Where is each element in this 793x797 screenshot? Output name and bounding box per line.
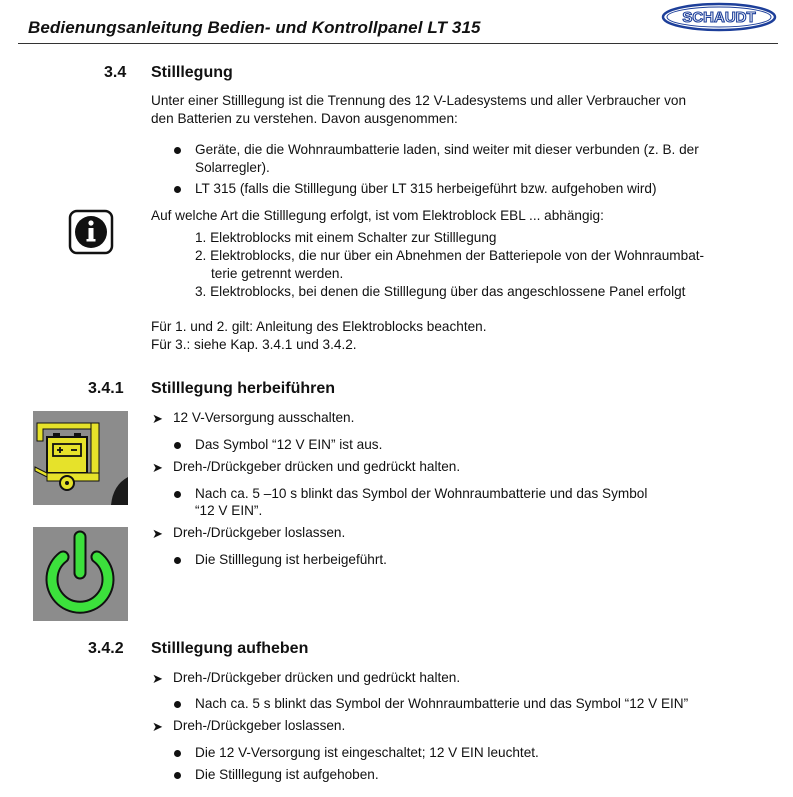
step-text: Dreh-/Drückgeber loslassen. [173,718,346,733]
result-text: Nach ca. 5 s blinkt das Symbol der Wohnraumbatterie und das Symbol “12 V EIN” [195,696,689,711]
step-text: Dreh-/Drückgeber drücken und gedrückt halten. [173,459,461,474]
result-text: Die Stilllegung ist aufgehoben. [195,767,379,782]
section-number: 3.4.1 [88,380,124,397]
bullet-icon [174,147,181,154]
header-divider [18,43,778,44]
info-text: Auf welche Art die Stilllegung erfolgt, ist vom Elektroblock EBL ... abhängig: [151,208,604,223]
step-text: Dreh-/Drückgeber drücken und gedrückt halten. [173,670,461,685]
section-title: Stilllegung [151,64,233,81]
bullet-icon [174,701,181,708]
bullet-icon [174,750,181,757]
step-text: Dreh-/Drückgeber loslassen. [173,525,346,540]
section-title: Stilllegung herbeiführen [151,380,336,397]
result-text: Die Stilllegung ist herbeigeführt. [195,552,387,567]
paragraph-line: den Batterien zu verstehen. Davon ausgenommen: [151,111,458,126]
result-text: “12 V EIN”. [195,503,263,518]
arrow-right-icon: ➤ [152,526,163,541]
section-number: 3.4 [104,64,127,81]
note-line: Für 1. und 2. gilt: Anleitung des Elektroblocks beachten. [151,319,487,334]
bullet-icon [174,491,181,498]
document-title: Bedienungsanleitung Bedien- und Kontrollpanel LT 315 [28,18,481,37]
power-icon [33,527,128,621]
arrow-right-icon: ➤ [152,671,163,686]
paragraph-line: Unter einer Stilllegung ist die Trennung des 12 V-Ladesystems und aller Verbraucher von [151,93,687,108]
bullet-icon [174,442,181,449]
info-icon [68,209,114,255]
bullet-text: LT 315 (falls die Stilllegung über LT 315 herbeigeführt bzw. aufgehoben wird) [195,181,657,196]
arrow-right-icon: ➤ [152,411,163,426]
step-text: 12 V-Versorgung ausschalten. [173,410,355,425]
section-number: 3.4.2 [88,640,124,657]
schaudt-logo [661,2,777,32]
bullet-icon [174,186,181,193]
bullet-text: Geräte, die die Wohnraumbatterie laden, sind weiter mit dieser verbunden (z. B. der [195,142,699,157]
section-title: Stilllegung aufheben [151,640,309,657]
list-item: 2. Elektroblocks, die nur über ein Abnehmen der Batteriepole von der Wohnraumbat- [195,248,705,263]
logo-text: SCHAUDT [682,9,756,26]
arrow-right-icon: ➤ [152,719,163,734]
arrow-right-icon: ➤ [152,460,163,475]
result-text: Nach ca. 5 –10 s blinkt das Symbol der Wohnraumbatterie und das Symbol [195,486,648,501]
note-line: Für 3.: siehe Kap. 3.4.1 und 3.4.2. [151,337,357,352]
result-text: Das Symbol “12 V EIN” ist aus. [195,437,383,452]
result-text: Die 12 V-Versorgung ist eingeschaltet; 12 V EIN leuchtet. [195,745,539,760]
battery-trailer-icon [33,411,128,505]
bullet-text: Solarregler). [195,160,270,175]
list-item: 3. Elektroblocks, bei denen die Stilllegung über das angeschlossene Panel erfolgt [195,284,686,299]
list-item: 1. Elektroblocks mit einem Schalter zur Stilllegung [195,230,497,245]
bullet-icon [174,557,181,564]
bullet-icon [174,772,181,779]
list-item-continuation: terie getrennt werden. [211,266,344,281]
